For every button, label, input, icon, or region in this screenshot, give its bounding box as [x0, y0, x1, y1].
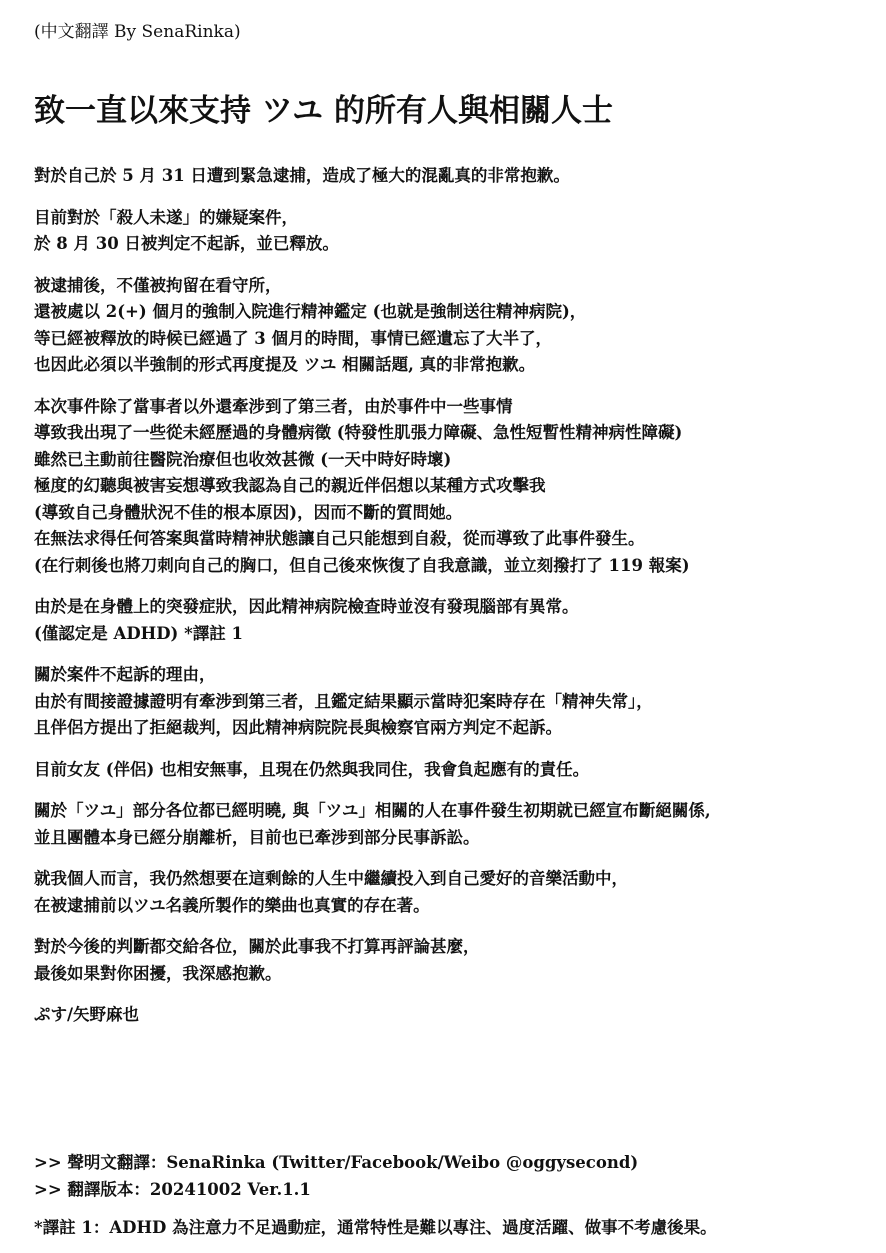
translator-note: >> 聲明文翻譯：SenaRinka (Twitter/Facebook/Weibo @oggysecond) [34, 1153, 639, 1172]
paragraph-line: 關於案件不起訴的理由， [34, 665, 216, 684]
paragraph [34, 798, 711, 851]
paragraph-line: (在行刺後也將刀刺向自己的胸口，但自己後來恢復了自我意識，並立刻撥打了 119 報案) [34, 555, 690, 575]
paragraph-line: 由於有間接證據證明有牽涉到第三者，且鑑定結果顯示當時犯案時存在「精神失常」， [34, 691, 653, 711]
paragraph [34, 273, 711, 379]
paragraph-line: 目前對於「殺人未遂」的嫌疑案件， [34, 207, 298, 227]
paragraph-line: (導致自己身體狀況不佳的根本原因)，因而不斷的質問她。 [34, 502, 463, 522]
paragraph-line: 極度的幻聽與被害妄想導致我認為自己的親近伴侶想以某種方式攻擊我 [34, 476, 546, 495]
paragraph-line: 目前女友 (伴侶) 也相安無事，且現在仍然與我同住，我會負起應有的責任。 [34, 759, 590, 779]
paragraph-line: 且伴侶方提出了拒絕裁判，因此精神病院院長與檢察官兩方判定不起訴。 [34, 718, 562, 737]
footnote [34, 1215, 717, 1242]
statement-body [34, 163, 711, 1029]
paragraph-line: 最後如果對你困擾，我深感抱歉。 [34, 963, 282, 983]
paragraph-line: 關於「ツユ」部分各位都已經明曉, 與「ツユ」相關的人在事件發生初期就已經宣布斷絕關係, [34, 801, 711, 820]
translation-credit: (中文翻譯 By SenaRinka) [34, 22, 241, 42]
version-note: >> 翻譯版本：20241002 Ver.1.1 [34, 1179, 311, 1199]
paragraph-line: 還被處以 2(+) 個月的強制入院進行精神鑑定 (也就是強制送往精神病院)， [34, 302, 587, 321]
translation-footer [34, 1150, 638, 1203]
paragraph-line: 在無法求得任何答案與當時精神狀態讓自己只能想到自殺，從而導致了此事件發生。 [34, 529, 645, 548]
paragraph-line: 雖然已主動前往醫院治療但也收效甚微 (一天中時好時壞) [34, 449, 452, 469]
paragraph-line: 對於今後的判斷都交給各位，關於此事我不打算再評論甚麼， [34, 937, 480, 956]
paragraph-line: 等已經被釋放的時候已經過了 3 個月的時間，事情已經遺忘了大半了， [34, 328, 552, 348]
paragraph-line: 在被逮捕前以ツユ名義所製作的樂曲也真實的存在著。 [34, 895, 430, 915]
paragraph [34, 163, 711, 190]
paragraph [34, 757, 711, 784]
paragraph-line: 被逮捕後，不僅被拘留在看守所， [34, 275, 282, 295]
paragraph-line: 也因此必須以半強制的形式再度提及 ツユ 相關話題, 真的非常抱歉。 [34, 355, 536, 374]
signature: ぷす/矢野麻也 [34, 1005, 140, 1024]
paragraph-line: 對於自己於 5 月 31 日遭到緊急逮捕，造成了極大的混亂真的非常抱歉。 [34, 166, 570, 185]
paragraph-line: 導致我出現了一些從未經歷過的身體病徵 (特發性肌張力障礙、急性短暫性精神病性障礙) [34, 423, 683, 442]
paragraph-line: 本次事件除了當事者以外還牽涉到了第三者，由於事件中一些事情 [34, 396, 513, 416]
footnote-text: *譯註 1：ADHD 為注意力不足過動症，通常特性是難以專注、過度活躍、做事不考慮後果。 [34, 1218, 717, 1237]
paragraph-line: 於 8 月 30 日被判定不起訴，並已釋放。 [34, 234, 339, 253]
paragraph-line: (僅認定是 ADHD) *譯註 1 [34, 623, 243, 643]
paragraph [34, 394, 711, 580]
paragraph [34, 594, 711, 647]
paragraph-line: 就我個人而言，我仍然想要在這剩餘的人生中繼續投入到自己愛好的音樂活動中， [34, 869, 628, 888]
paragraph [34, 205, 711, 258]
paragraph [34, 934, 711, 987]
paragraph [34, 866, 711, 919]
paragraph-line: 並且團體本身已經分崩離析，目前也已牽涉到部分民事訴訟。 [34, 827, 480, 847]
paragraph-line: 由於是在身體上的突發症狀，因此精神病院檢查時並沒有發現腦部有異常。 [34, 597, 579, 616]
paragraph [34, 662, 711, 742]
statement-paragraphs [34, 163, 711, 987]
page-title: 致一直以來支持 ツユ 的所有人與相關人士 [34, 93, 613, 129]
